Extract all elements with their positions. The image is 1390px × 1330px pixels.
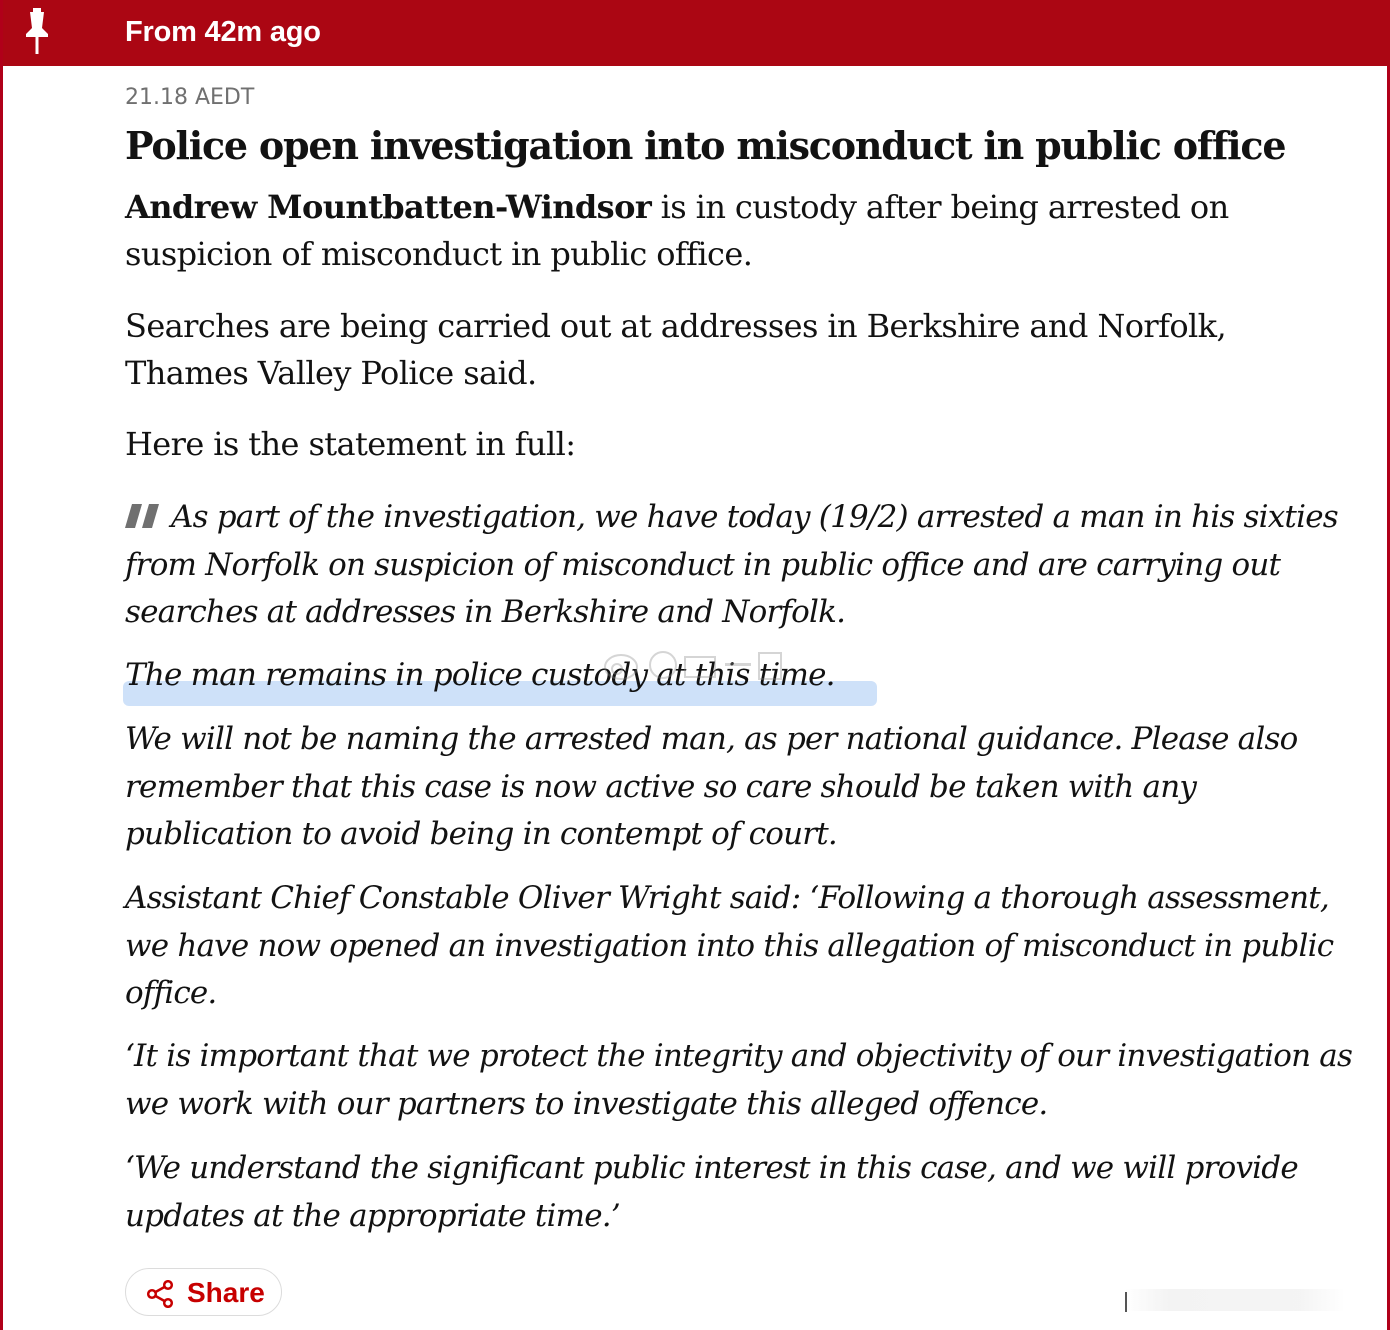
paragraph-statement-intro: Here is the statement in full: xyxy=(125,425,576,463)
watermark-icon xyxy=(601,645,801,685)
quote-paragraph: ‘We understand the significant public interest in this case, and we will provide updates at the appropriate time.’ xyxy=(125,1150,1298,1234)
faded-divider xyxy=(1125,1292,1127,1312)
quote-paragraph xyxy=(125,494,1355,637)
quote-paragraph-text: As part of the investigation, we have today (19/2) arrested a man in his sixties from Norfolk on suspicion of misconduct in public office and are carrying out searches at addresses in Berkshire and Norfolk. xyxy=(125,499,1338,630)
pin-icon xyxy=(21,8,53,56)
paragraph-custody-text: is in custody after being arrested on suspicion of misconduct in public office. xyxy=(125,188,1229,273)
faded-overlay xyxy=(1125,1289,1345,1311)
quote-paragraph: The man remains in police custody at this time. xyxy=(125,657,835,693)
quote-paragraph: Assistant Chief Constable Oliver Wright said: ‘Following a thorough assessment, we have now opened an investigation into this allegation of misconduct in public office. xyxy=(125,880,1334,1011)
quote-paragraph: ‘It is important that we protect the integrity and objectivity of our investigation as we work with our partners to investigate this alleged offence. xyxy=(125,1038,1353,1122)
post-headline: Police open investigation into misconduct in public office xyxy=(125,123,1286,168)
quote-mark-icon xyxy=(125,504,161,528)
share-button[interactable] xyxy=(125,1268,282,1316)
subject-name: Andrew Mountbatten-Windsor xyxy=(125,188,652,226)
share-icon xyxy=(146,1280,174,1308)
paragraph-searches: Searches are being carried out at addresses in Berkshire and Norfolk, Thames Valley Police said. xyxy=(125,307,1227,392)
share-label: Share xyxy=(187,1277,265,1308)
pinned-post-bar xyxy=(3,0,1390,66)
quote-paragraph: We will not be naming the arrested man, as per national guidance. Please also remember that this case is now active so care should be taken with any publication to avoid being in contempt of court. xyxy=(125,721,1298,852)
paragraph-custody xyxy=(125,184,1325,278)
post-timestamp[interactable]: 21.18 AEDT xyxy=(125,85,255,110)
pinned-label: From 42m ago xyxy=(125,16,321,48)
